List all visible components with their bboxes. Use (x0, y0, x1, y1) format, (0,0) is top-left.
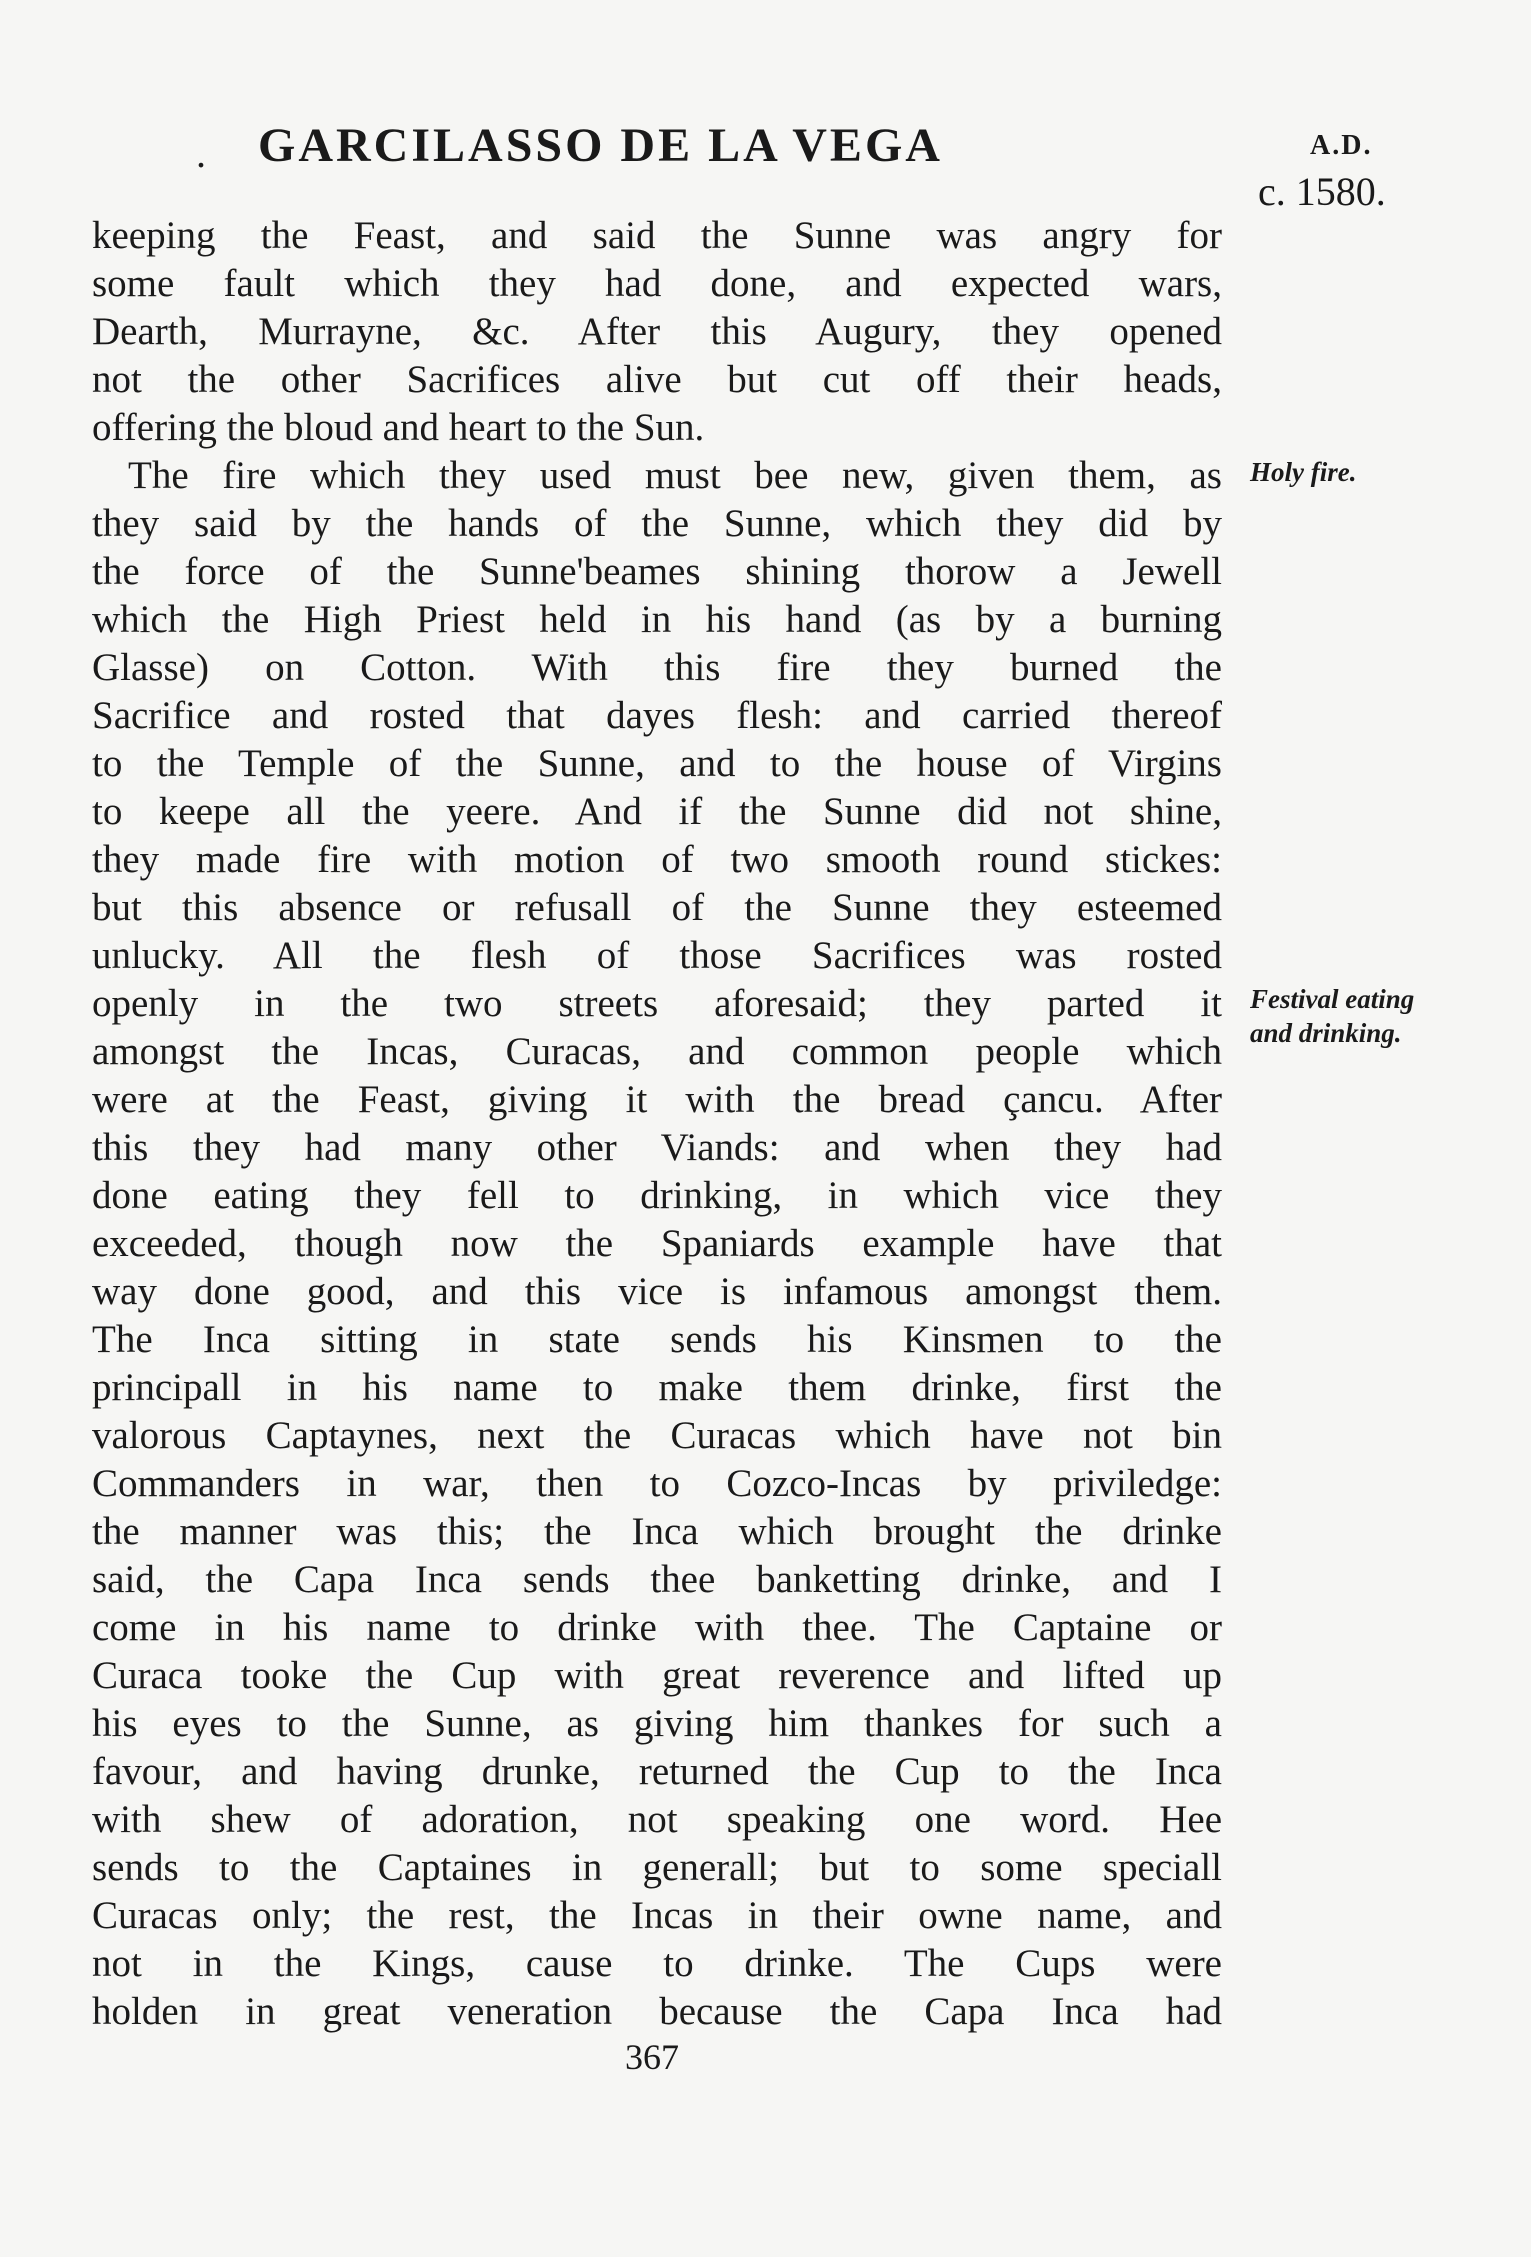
text-line: Curaca tooke the Cup with great reverence and lifted up (92, 1654, 1222, 1697)
text-line: were at the Feast, giving it with the bread çancu. After (92, 1078, 1222, 1121)
text-line: offering the bloud and heart to the Sun. (92, 406, 705, 449)
text-line: not the other Sacrifices alive but cut off their heads, (92, 358, 1222, 401)
text-line: which the High Priest held in his hand (as by a burning (92, 598, 1222, 641)
text-line: Curacas only; the rest, the Incas in their owne name, and (92, 1894, 1222, 1937)
header-date: c. 1580. (1258, 169, 1386, 214)
text-line: sends to the Captaines in generall; but to some speciall (92, 1846, 1222, 1889)
text-line: The Inca sitting in state sends his Kinsmen to the (92, 1318, 1222, 1361)
text-line: exceeded, though now the Spaniards example have that (92, 1222, 1222, 1265)
text-line: his eyes to the Sunne, as giving him thankes for such a (92, 1702, 1222, 1745)
page-number: 367 (625, 2037, 679, 2077)
text-line: they said by the hands of the Sunne, which they did by (92, 502, 1222, 545)
text-line: to the Temple of the Sunne, and to the house of Virgins (92, 742, 1222, 785)
text-line: but this absence or refusall of the Sunne they esteemed (92, 886, 1222, 929)
text-line: Commanders in war, then to Cozco-Incas by priviledge: (92, 1462, 1222, 1505)
text-line: this they had many other Viands: and when they had (92, 1126, 1222, 1169)
text-line: valorous Captaynes, next the Curacas which have not bin (92, 1414, 1222, 1457)
text-line: Sacrifice and rosted that dayes flesh: and carried thereof (92, 694, 1222, 737)
header-era: A.D. (1310, 130, 1373, 161)
text-line: not in the Kings, cause to drinke. The Cups were (92, 1942, 1222, 1985)
header-dot: . (196, 131, 206, 176)
text-line: with shew of adoration, not speaking one word. Hee (92, 1798, 1222, 1841)
text-line: unlucky. All the flesh of those Sacrifices was rosted (92, 934, 1222, 977)
text-line: Dearth, Murrayne, &c. After this Augury, they opened (92, 310, 1222, 353)
text-line: come in his name to drinke with thee. The Captaine or (92, 1606, 1222, 1649)
text-line: Glasse) on Cotton. With this fire they burned the (92, 646, 1222, 689)
text-line: done eating they fell to drinking, in which vice they (92, 1174, 1222, 1217)
text-line: they made fire with motion of two smooth round stickes: (92, 838, 1222, 881)
sidenote-holy-fire: Holy fire. (1250, 457, 1357, 487)
sidenote-festival-line-1: Festival eating (1250, 984, 1415, 1014)
page-title: GARCILASSO DE LA VEGA (258, 119, 943, 172)
text-line: way done good, and this vice is infamous amongst them. (92, 1270, 1222, 1313)
text-line: to keepe all the yeere. And if the Sunne did not shine, (92, 790, 1222, 833)
text-line: openly in the two streets aforesaid; they parted it (92, 982, 1222, 1025)
text-line: The fire which they used must bee new, given them, as (128, 454, 1222, 497)
text-line: holden in great veneration because the Capa Inca had (92, 1990, 1222, 2033)
text-line: amongst the Incas, Curacas, and common people which (92, 1030, 1222, 1073)
text-line: the force of the Sunne'beames shining thorow a Jewell (92, 550, 1222, 593)
text-line: some fault which they had done, and expected wars, (92, 262, 1222, 305)
text-line: favour, and having drunke, returned the Cup to the Inca (92, 1750, 1222, 1793)
text-line: keeping the Feast, and said the Sunne was angry for (92, 214, 1222, 257)
text-line: the manner was this; the Inca which brought the drinke (92, 1510, 1222, 1553)
text-line: said, the Capa Inca sends thee banketting drinke, and I (92, 1558, 1222, 1601)
text-line: principall in his name to make them drinke, first the (92, 1366, 1222, 1409)
body-text (92, 212, 1222, 2036)
sidenote-festival-line-2: and drinking. (1250, 1018, 1402, 1048)
